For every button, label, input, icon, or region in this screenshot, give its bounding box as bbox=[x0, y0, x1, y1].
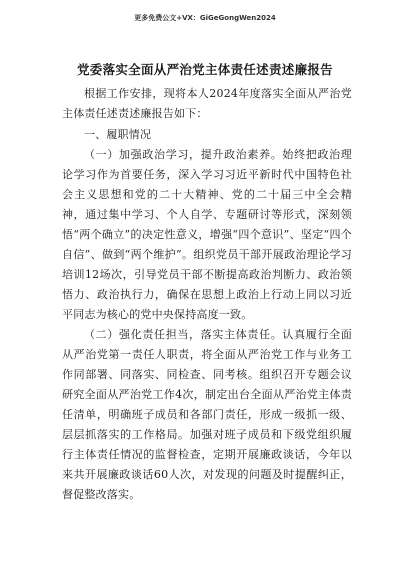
intro-paragraph: 根据工作安排，现将本人2024年度落实全面从严治党主体责任述责述廉报告如下： bbox=[62, 87, 352, 120]
body-paragraph: （二）强化责任担当，落实主体责任。认真履行全面从严治党第一责任人职责，将全面从严治党工作与业务工作同部署、同落实、同检查、同考核。组织召开专题会议研究全面从严治党工作4次，制定出台全面从严治党主体责任清单，明确班子成员和各部门责任，形成一级抓一级、层层抓落实的工作格局。加强对班子成员和下级党组织履行主体责任情况的监督检查，定期开展廉政谈话，今年以来共开展廉政谈话60人次，对发现的问题及时提醒纠正，督促整改落实。 bbox=[62, 328, 352, 501]
header-watermark: 更多免费公文+VX：GiGeGongWen2024 bbox=[134, 14, 276, 22]
document-title: 党委落实全面从严治党主体责任述责述廉报告 bbox=[76, 62, 333, 77]
body-paragraph: （一）加强政治学习，提升政治素养。始终把政治理论学习作为首要任务，深入学习习近平新时代中国特色社会主义思想和党的二十大精神、党的二十届三中全会精神，通过集中学习、个人自学、专题研讨等形式，深刻领悟“两个确立”的决定性意义，增强“四个意识”、坚定“四个自信”、做到“两个维护”。组织党员干部开展政治理论学习培训12场次，引导党员干部不断提高政治判断力、政治领悟力、政治执行力，确保在思想上政治上行动上同以习近平同志为核心的党中央保持高度一致。 bbox=[62, 148, 352, 321]
section-heading: 一、履职情况 bbox=[84, 128, 152, 141]
document-body bbox=[62, 84, 352, 505]
